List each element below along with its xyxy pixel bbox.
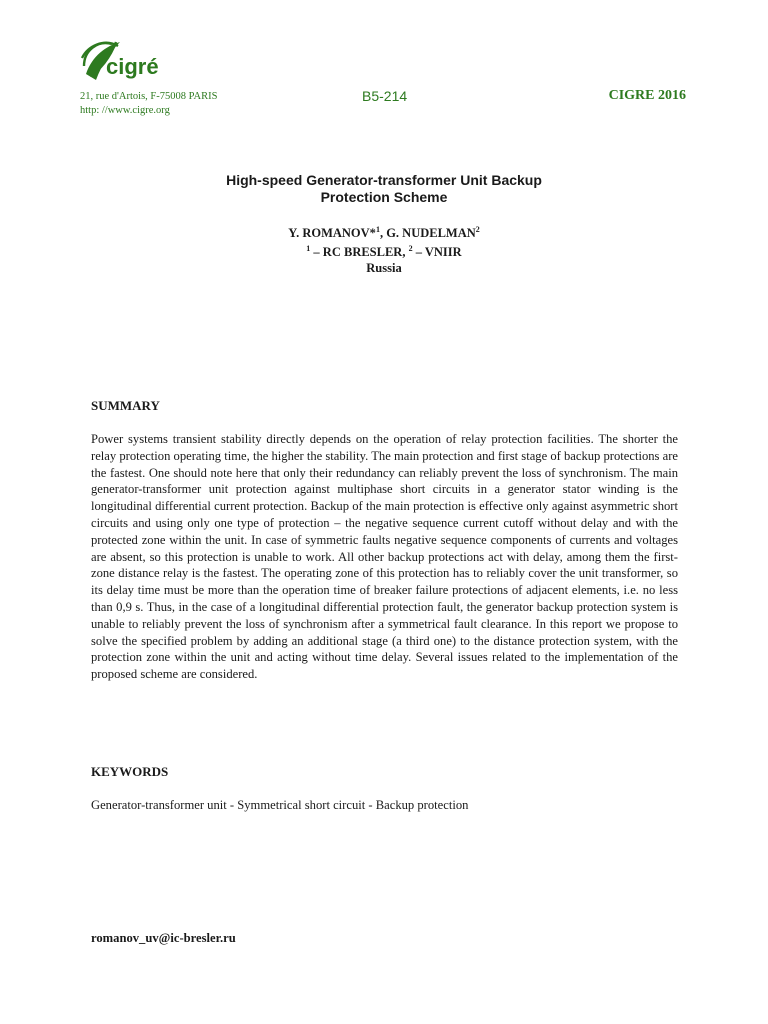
aff-2: – VNIIR <box>412 245 462 260</box>
summary-heading: SUMMARY <box>91 398 160 413</box>
country: Russia <box>366 261 402 276</box>
aff-1-sup: 1 <box>306 244 311 254</box>
paper-code: B5-214 <box>362 88 408 104</box>
author-1: Y. ROMANOV* <box>288 226 376 241</box>
author-email[interactable]: romanov_uv@ic-bresler.ru <box>91 931 236 945</box>
author-separator: , <box>379 226 387 241</box>
title-line-1: High-speed Generator-transformer Unit Backup <box>226 172 542 188</box>
title-line-2: Protection Scheme <box>320 189 448 205</box>
logo-text: cigré <box>106 54 159 79</box>
author-2-sup: 2 <box>475 225 480 234</box>
keywords-text: Generator-transformer unit - Symmetrical short circuit - Backup protection <box>91 798 469 812</box>
author-2: G. NUDELMAN <box>386 226 476 241</box>
aff-2-sup: 2 <box>408 244 413 254</box>
aff-1: – RC BRESLER, <box>310 245 409 260</box>
address-line: 21, rue d'Artois, F-75008 PARIS <box>80 91 218 102</box>
keywords-heading: KEYWORDS <box>91 764 169 779</box>
author-names <box>0 222 768 241</box>
paper-title <box>0 172 768 206</box>
cigre-globe-icon <box>80 36 170 86</box>
author-1-sup: 1 <box>375 225 380 234</box>
summary-text: Power systems transient stability directly depends on the operation of relay protection facilities. The shorter the relay protection operating time, the higher the stability. The main protection and first stage of backup protections are the fastest. One should note here that only their redundancy can reliably prevent the loss of synchronism. The main generator-transformer unit protection against multiphase short circuits in a generator stator winding is the longitudinal differential current protection. Backup of the main protection is effective only against asymmetric short circuits and using only one type of protection – the negative sequence current cutoff without delay and with the protected zone within the unit. In case of symmetric faults negative sequence components of currents and voltages are absent, so this protection is unable to work. All other backup protections act with delay, among them the first-zone distance relay is the fastest. The operating zone of this protection has to reliably cover the unit transformer, so its delay time must be more than the operation time of breaker failure protections of adjacent elements, i.e. no less than 0,9 s. Thus, in the case of a longitudinal differential protection fault, the generator backup protection system is unable to reliably prevent the loss of synchronism after a symmetrical fault clearance. In this report we propose to solve the specified problem by adding an additional stage (a third one) to the distance protection system, with the protection zone within the unit and acting without time delay. Several issues related to the implementation of the proposed scheme are considered. <box>91 432 678 682</box>
cigre-logo <box>80 36 170 86</box>
authors-block <box>0 222 768 276</box>
affiliations <box>0 241 768 260</box>
website-link[interactable]: http: //www.cigre.org <box>80 105 170 116</box>
conference-name: CIGRE 2016 <box>608 88 686 103</box>
address-block <box>80 90 217 118</box>
